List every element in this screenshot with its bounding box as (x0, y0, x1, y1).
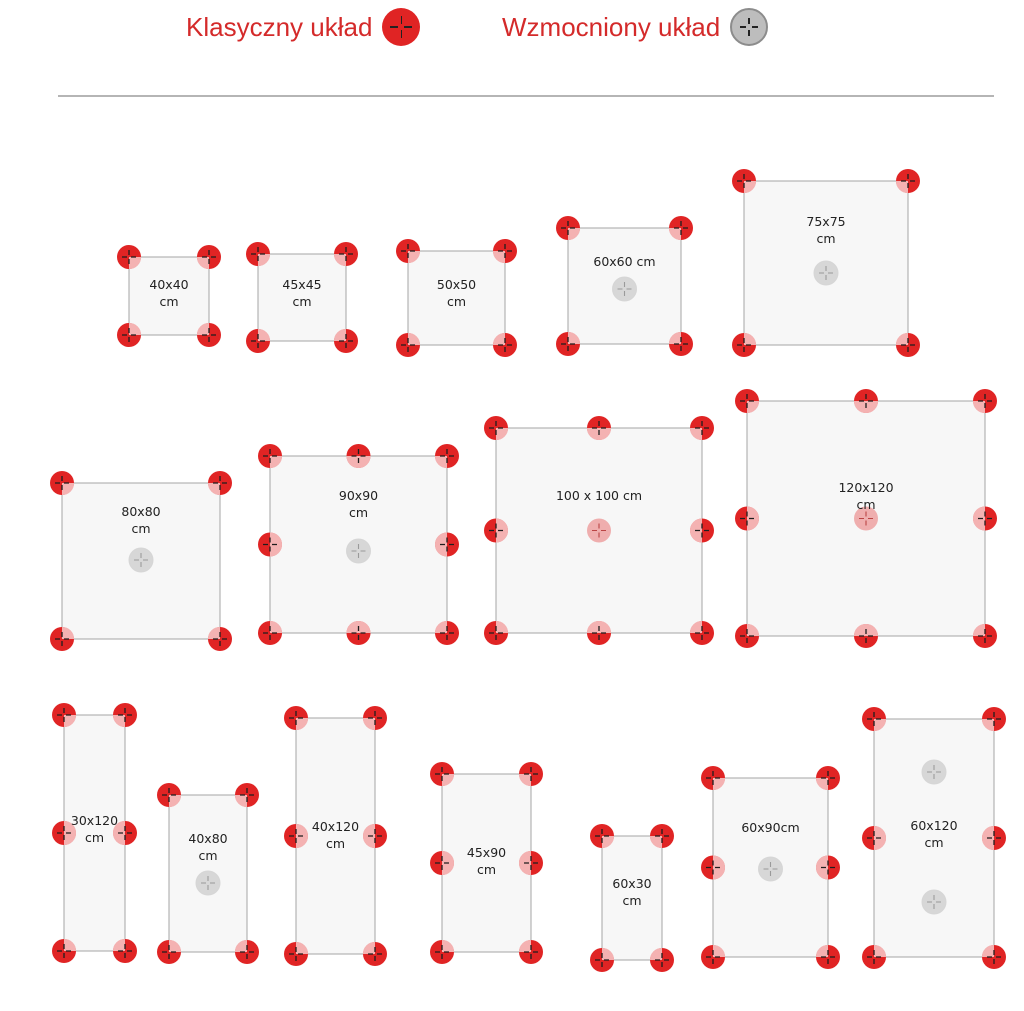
reinforced-pad-2 (922, 890, 946, 914)
corner-pad-bottom-right (363, 942, 387, 966)
tile-40x40 (117, 245, 221, 347)
legend-reinforced-label: Wzmocniony układ (502, 11, 721, 42)
corner-pad-top-left (246, 242, 270, 266)
corner-pad-bottom-right (435, 621, 459, 645)
tile-60x90 (701, 766, 840, 969)
edge-pad-left (862, 826, 886, 850)
edge-pad-top (347, 444, 371, 468)
corner-pad-bottom-left (484, 621, 508, 645)
center-pad-classic (587, 519, 611, 543)
tile-30x120 (52, 703, 137, 963)
corner-pad-bottom-right (235, 940, 259, 964)
tile-label-line: 50x50 (436, 277, 477, 292)
corner-pad-top-right (982, 707, 1006, 731)
tile-label-line: cm (159, 294, 179, 309)
edge-pad-bottom (854, 624, 878, 648)
tile-label-line: cm (622, 893, 642, 908)
tile-label-line: cm (325, 836, 346, 851)
edge-pad-bottom (347, 621, 371, 645)
corner-pad-top-left (732, 169, 756, 193)
corner-pad-top-right (973, 389, 997, 413)
corner-pad-top-left (701, 766, 725, 790)
corner-pad-top-left (117, 245, 141, 269)
corner-pad-bottom-left (157, 940, 181, 964)
edge-pad-left (484, 519, 508, 543)
corner-pad-bottom-right (690, 621, 714, 645)
corner-pad-top-right (650, 824, 674, 848)
reinforced-pad-1 (814, 261, 838, 285)
corner-pad-top-right (113, 703, 137, 727)
corner-pad-bottom-left (52, 939, 76, 963)
tile-label-line: 120x120 (838, 480, 894, 495)
tile-80x80 (50, 471, 232, 651)
tile-100x100 (484, 416, 714, 645)
corner-pad-bottom-right (113, 939, 137, 963)
corner-pad-top-right (690, 416, 714, 440)
edge-pad-right (816, 856, 840, 880)
tile-50x50 (396, 239, 517, 357)
reinforced-pad-1 (759, 857, 783, 881)
tile-60x30 (590, 824, 674, 972)
corner-pad-bottom-right (973, 624, 997, 648)
corner-pad-top-right (896, 169, 920, 193)
corner-pad-top-right (493, 239, 517, 263)
tile-60x60 (556, 216, 693, 356)
corner-pad-bottom-left (284, 942, 308, 966)
edge-pad-left (735, 507, 759, 531)
corner-pad-top-left (590, 824, 614, 848)
corner-pad-bottom-left (246, 329, 270, 353)
corner-pad-top-left (52, 703, 76, 727)
tile-label-line: 90x90 (338, 488, 379, 503)
tile-40x120 (284, 706, 387, 966)
corner-pad-bottom-left (258, 621, 282, 645)
corner-pad-bottom-left (556, 332, 580, 356)
reinforced-pad-1 (196, 871, 220, 895)
tile-label-line: cm (84, 830, 105, 845)
corner-pad-top-right (208, 471, 232, 495)
tile-45x90 (430, 762, 543, 964)
tile-label-line: 45x90 (466, 845, 507, 860)
tile-label-line: cm (292, 294, 312, 309)
reinforced-pad-1 (347, 539, 371, 563)
corner-pad-top-left (484, 416, 508, 440)
corner-pad-bottom-right (493, 333, 517, 357)
tile-label-line: 100 x 100 cm (555, 488, 643, 503)
corner-pad-bottom-right (982, 945, 1006, 969)
corner-pad-bottom-right (197, 323, 221, 347)
tile-label-line: 30x120 (70, 813, 119, 828)
tile-60x120 (862, 707, 1006, 969)
tile-label-line: 60x90cm (741, 820, 800, 835)
edge-pad-right (982, 826, 1006, 850)
corner-pad-top-left (157, 783, 181, 807)
edge-pad-bottom (587, 621, 611, 645)
corner-pad-bottom-left (117, 323, 141, 347)
edge-pad-right (690, 519, 714, 543)
corner-pad-bottom-right (650, 948, 674, 972)
corner-pad-top-right (435, 444, 459, 468)
tile-label-line: 75x75 (806, 214, 846, 229)
tile-label-line: 45x45 (282, 277, 322, 292)
tile-label-line: 40x120 (311, 819, 360, 834)
corner-pad-bottom-left (590, 948, 614, 972)
edge-pad-left (258, 533, 282, 557)
reinforced-pad-1 (613, 277, 637, 301)
tile-label-line: cm (198, 848, 218, 863)
corner-pad-top-right (363, 706, 387, 730)
edge-pad-right (363, 824, 387, 848)
corner-pad-bottom-left (396, 333, 420, 357)
corner-pad-top-left (258, 444, 282, 468)
tile-90x90 (258, 444, 459, 645)
legend-classic-label: Klasyczny układ (186, 11, 373, 42)
reinforced-pad-1 (129, 548, 153, 572)
corner-pad-top-left (556, 216, 580, 240)
corner-pad-top-left (396, 239, 420, 263)
corner-pad-bottom-left (50, 627, 74, 651)
tile-label-line: cm (131, 521, 151, 536)
tile-label-line: cm (446, 294, 467, 309)
tile-label-line: 40x40 (149, 277, 189, 292)
corner-pad-bottom-left (862, 945, 886, 969)
corner-pad-bottom-right (519, 940, 543, 964)
corner-pad-top-left (735, 389, 759, 413)
corner-pad-bottom-left (735, 624, 759, 648)
corner-pad-bottom-left (430, 940, 454, 964)
tile-45x45 (246, 242, 358, 353)
tile-label-line: 60x120 (910, 818, 958, 833)
tile-label-line: cm (348, 505, 369, 520)
tile-40x80 (157, 783, 259, 964)
tile-label-line: 60x30 (612, 876, 652, 891)
edge-pad-right (973, 507, 997, 531)
tile-label-line: cm (476, 862, 497, 877)
reinforced-pad-1 (922, 760, 946, 784)
edge-pad-top (854, 389, 878, 413)
edge-pad-left (430, 851, 454, 875)
edge-pad-right (435, 533, 459, 557)
edge-pad-left (284, 824, 308, 848)
tile-120x120 (735, 389, 997, 648)
corner-pad-top-right (235, 783, 259, 807)
corner-pad-top-left (862, 707, 886, 731)
corner-pad-top-right (816, 766, 840, 790)
corner-pad-top-right (334, 242, 358, 266)
corner-pad-bottom-right (669, 332, 693, 356)
corner-pad-top-left (284, 706, 308, 730)
corner-pad-top-left (430, 762, 454, 786)
tile-label-line: cm (924, 835, 944, 850)
tile-label-line: cm (816, 231, 836, 246)
edge-pad-right (519, 851, 543, 875)
corner-pad-top-right (519, 762, 543, 786)
edge-pad-left (701, 856, 725, 880)
corner-pad-top-right (669, 216, 693, 240)
tile-label-line: 60x60 cm (593, 254, 656, 269)
tile-label-line: 80x80 (121, 504, 161, 519)
corner-pad-top-right (197, 245, 221, 269)
corner-pad-top-left (50, 471, 74, 495)
corner-pad-bottom-right (334, 329, 358, 353)
corner-pad-bottom-left (701, 945, 725, 969)
tile-label-line: cm (856, 497, 876, 512)
corner-pad-bottom-right (896, 333, 920, 357)
corner-pad-bottom-left (732, 333, 756, 357)
corner-pad-bottom-right (208, 627, 232, 651)
corner-pad-bottom-right (816, 945, 840, 969)
tile-75x75 (732, 169, 920, 357)
edge-pad-top (587, 416, 611, 440)
tile-label-line: 40x80 (188, 831, 228, 846)
